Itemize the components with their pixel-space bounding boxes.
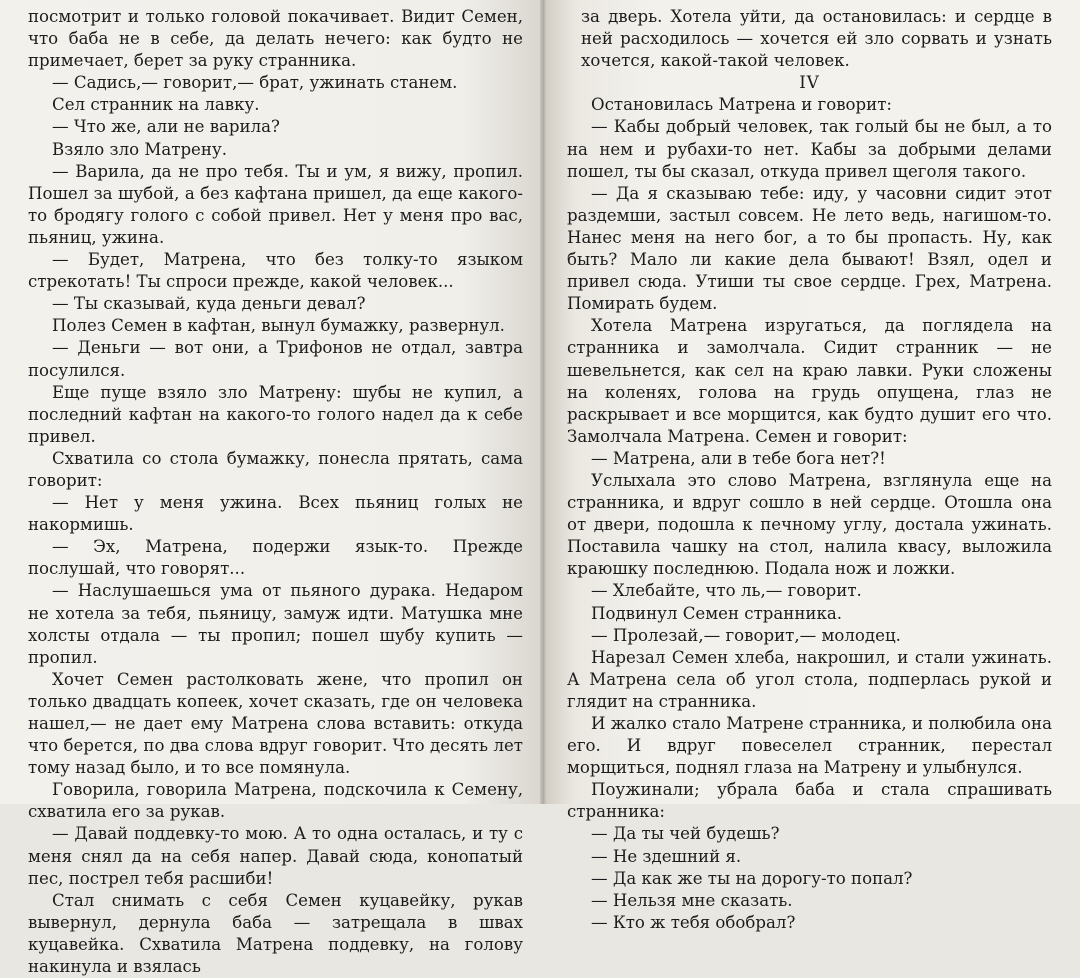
paragraph: И жалко стало Матрене странника, и полюбила она его. И вдруг повеселел странник, перестал морщиться, поднял глаза на Матрену и улыбнулся.: [567, 714, 1052, 778]
paragraph: — Будет, Матрена, что без толку-то языком стрекотать! Ты спроси прежде, какой человек...: [28, 250, 523, 292]
paragraph: — Давай поддевку-то мою. А то одна осталась, и ту с меня снял да на себя напер. Давай сюда, конопатый пес, пострел тебя расшиби!: [28, 824, 523, 888]
paragraph: — Матрена, али в тебе бога нет?!: [591, 448, 886, 468]
paragraph: — Что же, али не варила?: [52, 117, 280, 137]
paragraph: — Нельзя мне сказать.: [591, 890, 793, 910]
paragraph: — Эх, Матрена, подержи язык-то. Прежде послушай, что говорят...: [28, 537, 523, 579]
paragraph: — Ты сказывай, куда деньги девал?: [52, 294, 366, 314]
paragraph: Взяло зло Матрену.: [52, 139, 227, 159]
paragraph: Стал снимать с себя Семен куцавейку, рукав вывернул, дернула баба — затрещала в швах куцавейка. Схватила Матрена поддевку, на голову накинула и взялась: [28, 890, 523, 977]
paragraph: Нарезал Семен хлеба, накрошил, и стали ужинать. А Матрена села об угол стола, подперлась рукой и глядит на странника.: [567, 647, 1052, 711]
paragraph: — Кабы добрый человек, так голый бы не был, а то на нем и рубахи-то нет. Кабы за добрыми делами пошел, ты бы сказал, откуда привел щеголя такого.: [567, 117, 1052, 181]
right-page: [543, 0, 1080, 932]
paragraph: Еще пуще взяло зло Матрену: шубы не купил, а последний кафтан на какого-то голого надел да к себе привел.: [28, 382, 523, 446]
paragraph: Схватила со стола бумажку, понесла прятать, сама говорит:: [28, 448, 523, 490]
paragraph-continuation: за дверь. Хотела уйти, да остановилась: и сердце в ней расходилось — хочется ей зло сорвать и узнать хочется, какой-такой человек.: [581, 7, 1052, 71]
paragraph: Хочет Семен растолковать жене, что пропил он только двадцать копеек, хочет сказать, где он человека нашел,— не дает ему Матрена слова вставить: откуда что берется, по два слова вдруг говорит. Что десять лет тому назад было, и то все помянула.: [28, 669, 523, 778]
paragraph: — Наслушаешься ума от пьяного дурака. Недаром не хотела за тебя, пьяницу, замуж идти. Матушка мне холсты отдала — ты пропил; пошел шубу купить — пропил.: [28, 581, 523, 667]
paragraph: Поужинали; убрала баба и стала спрашивать странника:: [567, 780, 1052, 822]
paragraph: Полез Семен в кафтан, вынул бумажку, развернул.: [52, 316, 505, 336]
paragraph: Хотела Матрена изругаться, да поглядела на странника и замолчала. Сидит странник — не шевельнется, как сел на краю лавки. Руки сложены на коленях, голова на грудь опущена, глаз не раскрывает и все морщится, как будто душит его что. Замолчала Матрена. Семен и говорит:: [567, 316, 1052, 446]
paragraph: — Пролезай,— говорит,— молодец.: [591, 625, 901, 645]
paragraph: — Хлебайте, что ль,— говорит.: [591, 581, 862, 601]
book-gutter: [540, 0, 546, 804]
paragraph: — Да я сказываю тебе: иду, у часовни сидит этот раздемши, застыл совсем. Не лето ведь, нагишом-то. Нанес меня на него бог, а то бы пропасть. Ну, как быть? Мало ли какие дела бывают! Взял, одел и привел сюда. Утиши ты свое сердце. Грех, Матрена. Помирать будем.: [567, 183, 1052, 314]
paragraph: Услыхала это слово Матрена, взглянула еще на странника, и вдруг сошло в ней сердце. Отошла она от двери, подошла к печному углу, достала ужинать. Поставила чашку на стол, налила квасу, выложила краюшку последнюю. Подала нож и ложки.: [567, 470, 1052, 579]
paragraph: посмотрит и только головой покачивает. Видит Семен, что баба не в себе, да делать нечего: как будто не примечает, берет за руку странника.: [28, 7, 523, 71]
paragraph: — Садись,— говорит,— брат, ужинать станем.: [52, 73, 458, 93]
paragraph: — Нет у меня ужина. Всех пьяниц голых не накормишь.: [28, 493, 523, 535]
paragraph: Остановилась Матрена и говорит:: [591, 95, 892, 115]
paragraph: Подвинул Семен странника.: [591, 603, 843, 623]
paragraph: — Кто ж тебя обобрал?: [591, 912, 796, 932]
paragraph: Говорила, говорила Матрена, подскочила к Семену, схватила его за рукав.: [28, 780, 523, 822]
paragraph: — Да ты чей будешь?: [591, 824, 780, 844]
paragraph: — Варила, да не про тебя. Ты и ум, я вижу, пропил. Пошел за шубой, а без кафтана пришел, да еще какого-то бродягу голого с собой привел. Нет у меня про вас, пьяниц, ужина.: [28, 161, 523, 247]
paragraph: — Не здешний я.: [591, 846, 742, 866]
paragraph: — Да как же ты на дорогу-то попал?: [591, 868, 913, 888]
chapter-heading: IV: [799, 73, 820, 93]
paragraph: Сел странник на лавку.: [52, 95, 260, 115]
paragraph: — Деньги — вот они, а Трифонов не отдал, завтра посулился.: [28, 338, 523, 380]
